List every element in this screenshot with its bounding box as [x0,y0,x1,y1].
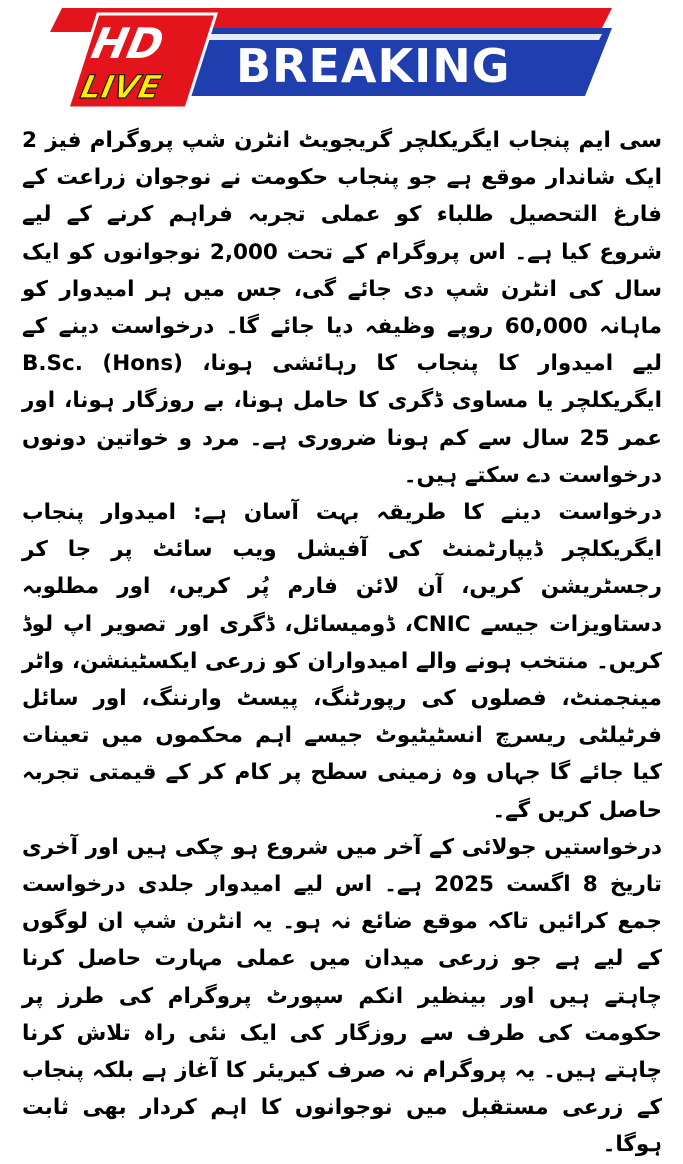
breaking-label: BREAKING [236,39,511,93]
banner-graphic [0,0,683,118]
article-paragraph-1: سی ایم پنجاب ایگریکلچر گریجویٹ انٹرن شپ پروگرام فیز 2 ایک شاندار موقع ہے جو پنجاب حکومت نے نوجوان زراعت کے فارغ التحصیل طلباء کو عملی تجربہ فراہم کرنے کے لیے شروع کیا ہے۔ اس پروگرام کے تحت 2,000 نوجوانوں کو ایک سال کی انٹرن شپ دی جائے گی، جس میں ہر امیدوار کو ماہانہ 60,000 روپے وظیفہ دیا جائے گا۔ درخواست دینے کے لیے امیدوار کا پنجاب کا رہائشی ہونا، B.Sc. (Hons) ایگریکلچر یا مساوی ڈگری کا حامل ہونا، بے روزگار ہونا، اور عمر 25 سال سے کم ہونا ضروری ہے۔ مرد و خواتین دونوں درخواست دے سکتے ہیں۔ [22,128,662,488]
article-paragraph-3: درخواستیں جولائی کے آخر میں شروع ہو چکی ہیں اور آخری تاریخ 8 اگست 2025 ہے۔ اس لیے امیدوار جلدی درخواست جمع کرائیں تاکہ موقع ضائع نہ ہو۔ یہ انٹرن شپ ان لوگوں کے لیے ہے جو زرعی میدان میں عملی مہارت حاصل کرنا چاہتے ہیں اور بینظیر انکم سپورٹ پروگرام کی طرز پر حکومت کی طرف سے روزگار کی ایک نئی راہ تلاش کرنا چاہتے ہیں۔ یہ پروگرام نہ صرف کیریئر کا آغاز ہے بلکہ پنجاب کے زرعی مستقبل میں نوجوانوں کا اہم کردار بھی ثابت ہوگا۔ [22,834,662,1158]
article-paragraph-2: درخواست دینے کا طریقہ بہت آسان ہے: امیدوار پنجاب ایگریکلچر ڈیپارٹمنٹ کی آفیشل ویب سائٹ پر جا کر رجسٹریشن کریں، آن لائن فارم پُر کریں، اور مطلوبہ دستاویزات جیسے CNIC، ڈومیسائل، ڈگری اور تصویر اپ لوڈ کریں۔ منتخب ہونے والے امیدواران کو زرعی ایکسٹینشن، واٹر مینجمنٹ، فصلوں کی رپورٹنگ، پیسٹ وارننگ، اور سائل فرٹیلٹی ریسرچ انسٹیٹیوٹ جیسے اہم محکموں میں تعینات کیا جائے گا جہاں وہ زمینی سطح پر کام کر کے قیمتی تجربہ حاصل کریں گے۔ [22,500,662,823]
article-body [22,122,662,1164]
breaking-news-banner [0,0,683,118]
live-label: LIVE [77,68,165,106]
hd-label: HD [87,20,168,69]
